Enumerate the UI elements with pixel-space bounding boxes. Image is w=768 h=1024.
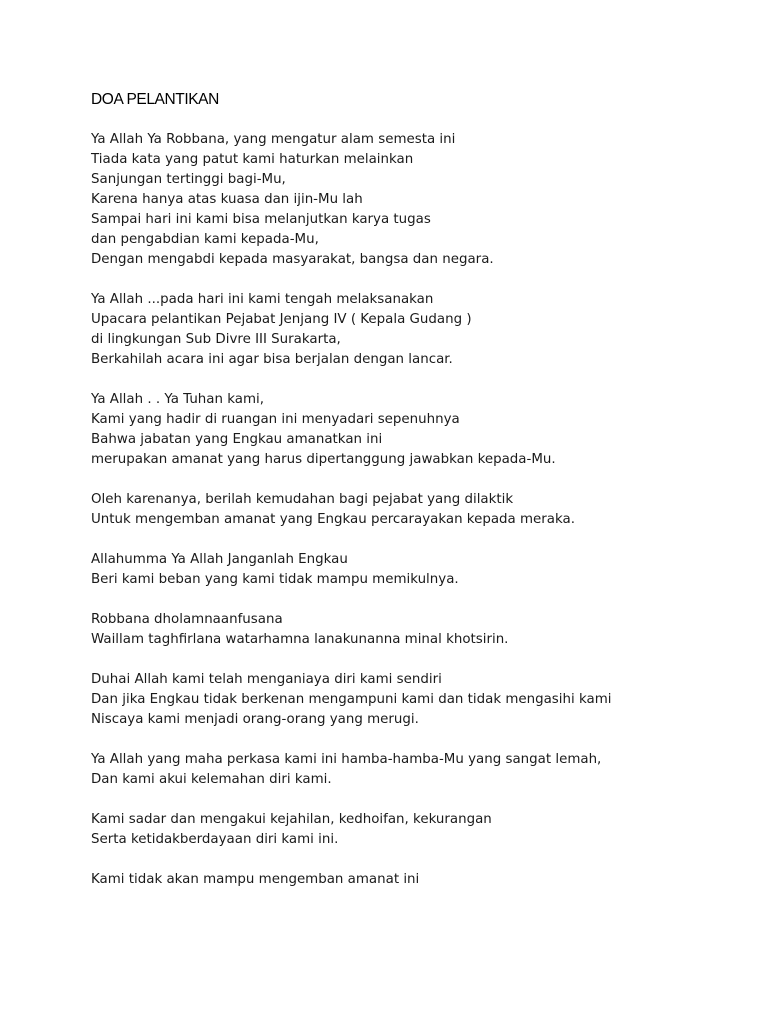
text-line: Berkahilah acara ini agar bisa berjalan dengan lancar. [91,352,453,367]
text-line: Serta ketidakberdayaan diri kami ini. [91,832,339,847]
text-line: Ya Allah ...pada hari ini kami tengah melaksanakan [91,292,434,307]
text-line: Upacara pelantikan Pejabat Jenjang IV ( Kepala Gudang ) [91,312,472,327]
text-line: Kami yang hadir di ruangan ini menyadari sepenuhnya [91,412,460,427]
stanza-7 [91,670,751,730]
text-line: Untuk mengemban amanat yang Engkau percarayakan kepada meraka. [91,512,575,527]
text-line: Sampai hari ini kami bisa melanjutkan karya tugas [91,212,431,227]
stanza-8 [91,750,751,790]
text-line: dan pengabdian kami kepada-Mu, [91,232,319,247]
stanza-1 [91,130,751,270]
stanza-10 [91,870,751,890]
text-line: Dan kami akui kelemahan diri kami. [91,772,332,787]
text-line: Dengan mengabdi kepada masyarakat, bangsa dan negara. [91,252,494,267]
text-line: Duhai Allah kami telah menganiaya diri kami sendiri [91,672,442,687]
text-line: di lingkungan Sub Divre III Surakarta, [91,332,341,347]
text-line: Sanjungan tertinggi bagi-Mu, [91,172,286,187]
text-line: Karena hanya atas kuasa dan ijin-Mu lah [91,192,363,207]
text-line: Dan jika Engkau tidak berkenan mengampuni kami dan tidak mengasihi kami [91,692,612,707]
text-line: Kami sadar dan mengakui kejahilan, kedhoifan, kekurangan [91,812,492,827]
text-line: Niscaya kami menjadi orang-orang yang merugi. [91,712,419,727]
stanza-4 [91,490,751,530]
stanza-3 [91,390,751,470]
text-line: Allahumma Ya Allah Janganlah Engkau [91,552,348,567]
text-line: Ya Allah Ya Robbana, yang mengatur alam semesta ini [91,132,456,147]
text-line: Kami tidak akan mampu mengemban amanat ini [91,872,420,887]
text-line: Bahwa jabatan yang Engkau amanatkan ini [91,432,383,447]
text-line: Beri kami beban yang kami tidak mampu memikulnya. [91,572,459,587]
text-line: Robbana dholamnaanfusana [91,612,283,627]
text-line: Ya Allah . . Ya Tuhan kami, [91,392,264,407]
text-line: Waillam taghfirlana watarhamna lanakunanna minal khotsirin. [91,632,509,647]
text-line: Oleh karenanya, berilah kemudahan bagi pejabat yang dilaktik [91,492,514,507]
stanza-2 [91,290,751,370]
stanza-6 [91,610,751,650]
text-line: Tiada kata yang patut kami haturkan melainkan [91,152,414,167]
text-line: merupakan amanat yang harus dipertanggung jawabkan kepada-Mu. [91,452,556,467]
document-title: DOA PELANTIKAN [91,91,219,108]
stanza-9 [91,810,751,850]
text-line: Ya Allah yang maha perkasa kami ini hamba-hamba-Mu yang sangat lemah, [91,752,602,767]
document-body [91,130,751,910]
stanza-5 [91,550,751,590]
